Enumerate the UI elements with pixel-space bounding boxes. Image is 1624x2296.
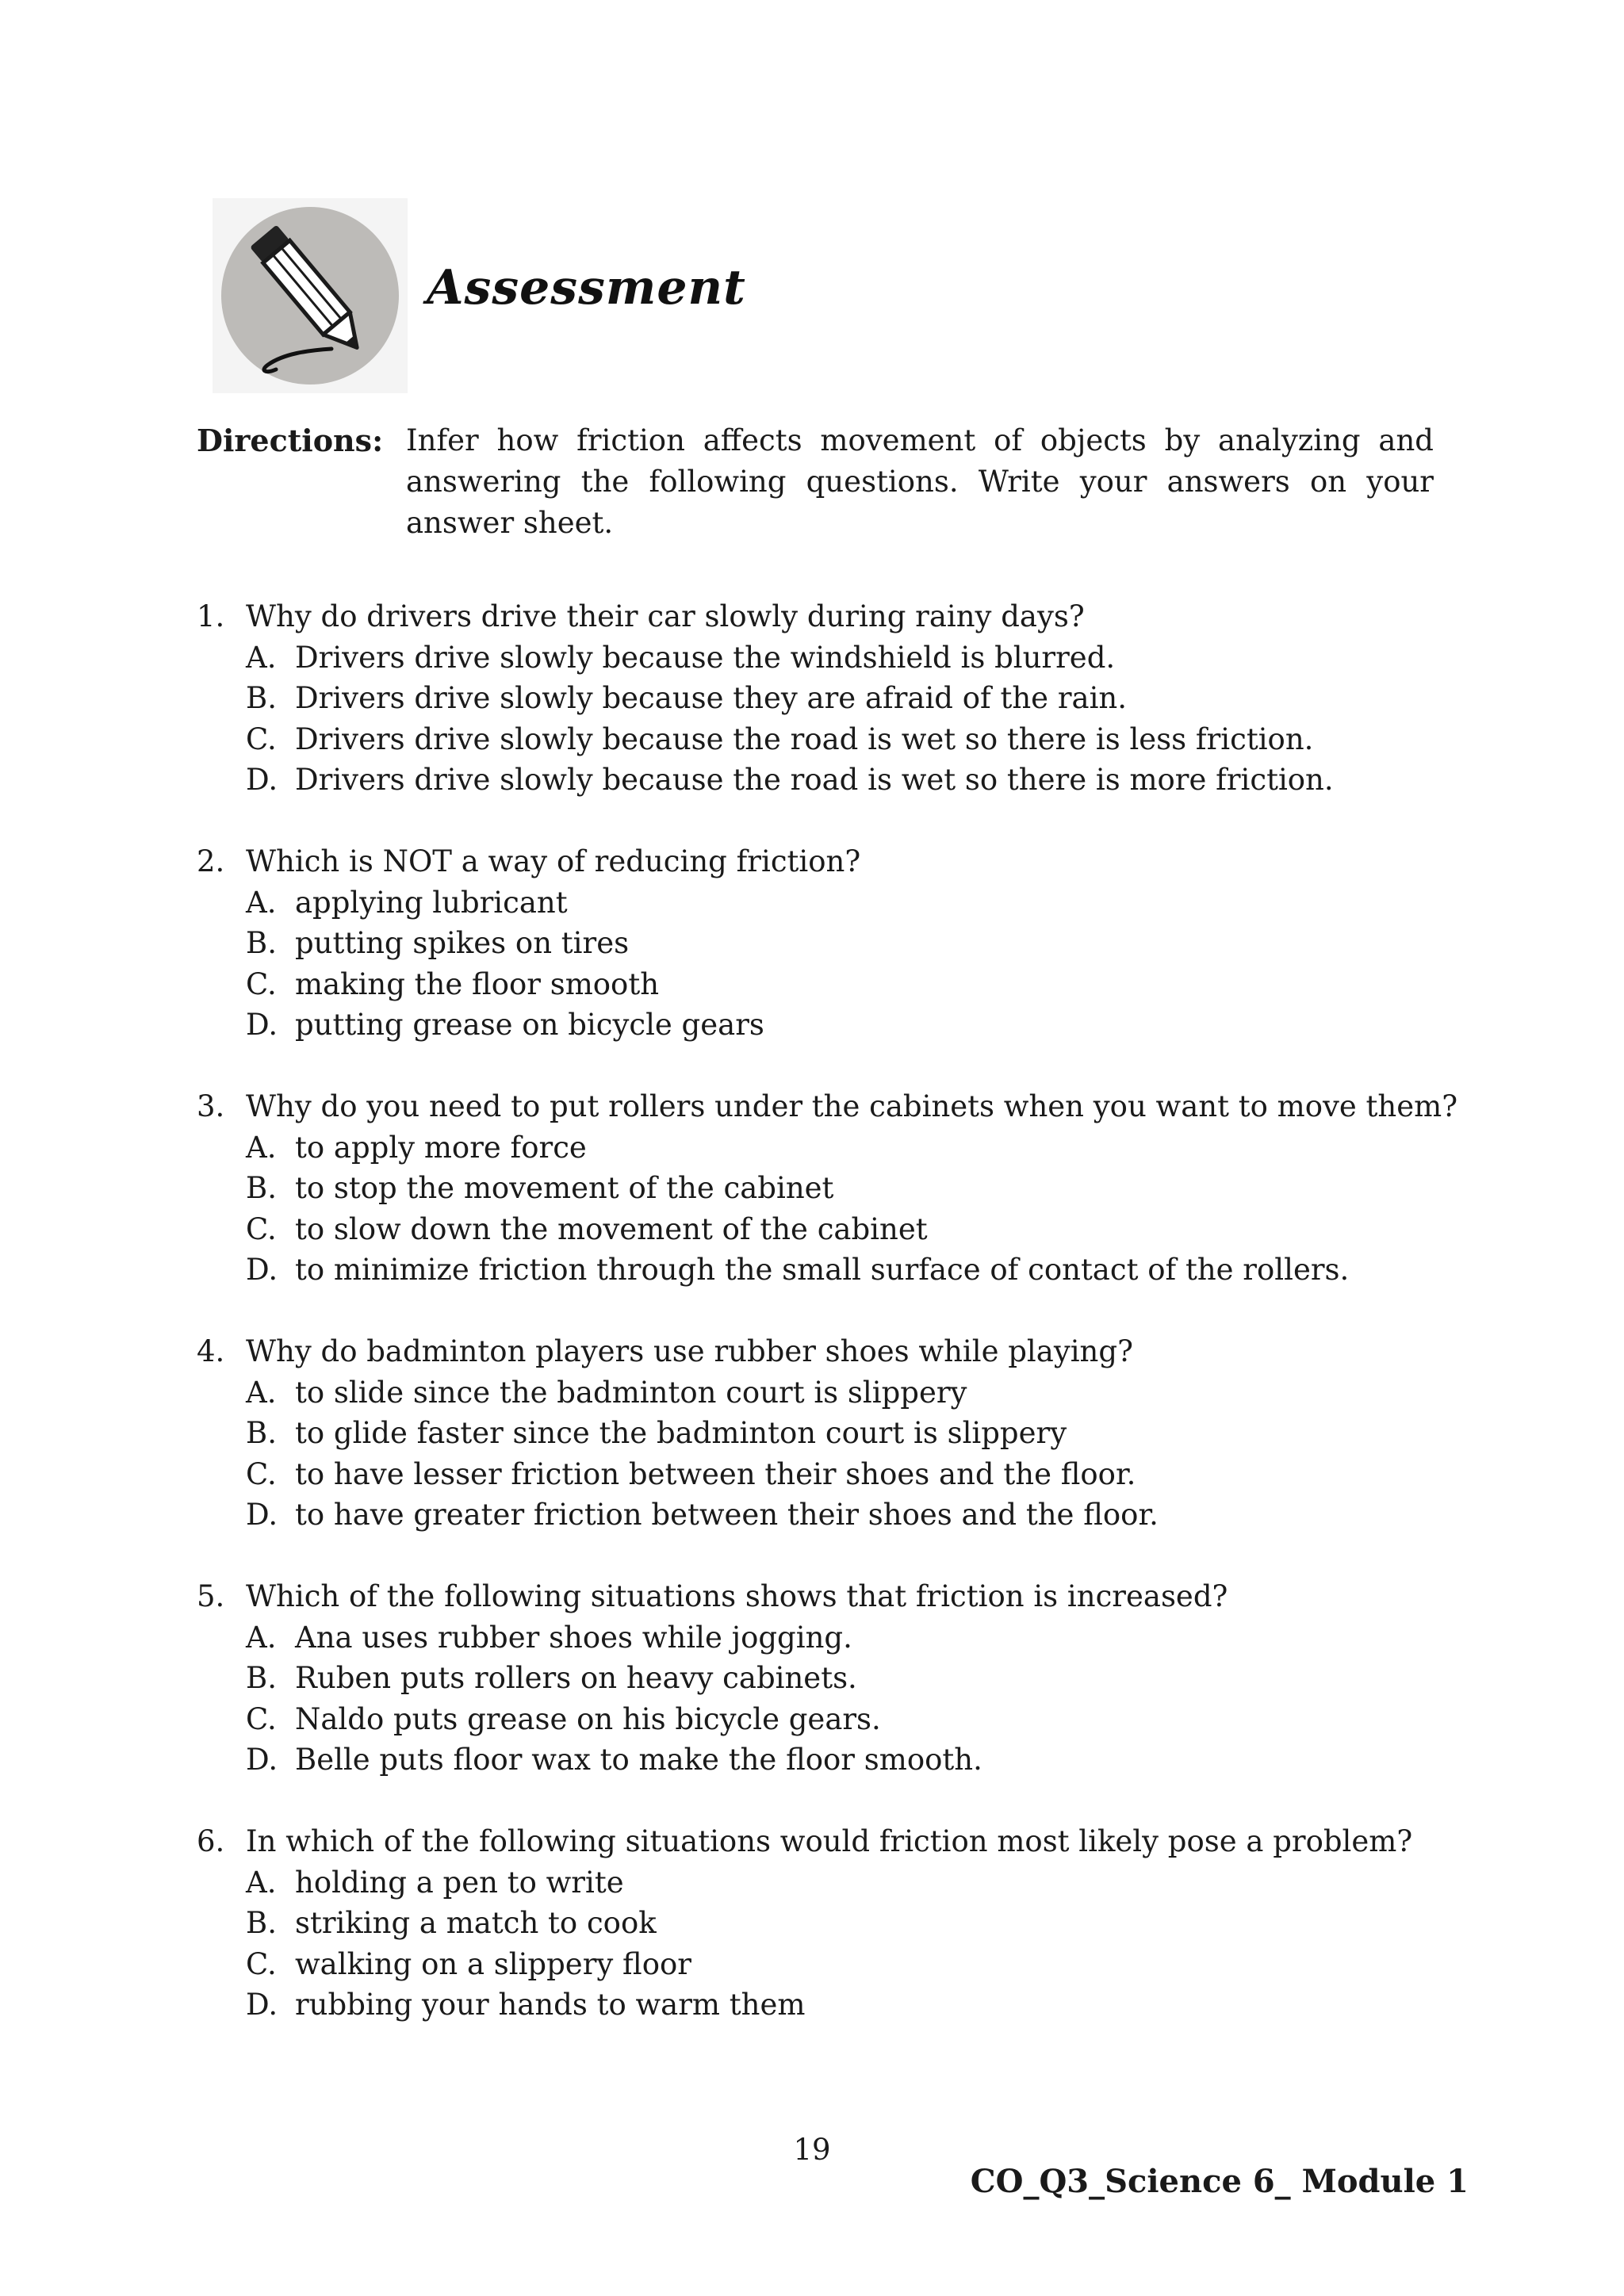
option-d (197, 1739, 1450, 1781)
option-d (197, 1249, 1450, 1291)
option-c (197, 964, 1450, 1005)
option-text: to minimize friction through the small surface of contact of the rollers. (295, 1253, 1350, 1287)
option-b (197, 1658, 1450, 1699)
option-text: putting grease on bicycle gears (295, 1008, 764, 1042)
option-d (197, 1494, 1450, 1536)
option-letter: B. (246, 926, 277, 960)
question-list (197, 596, 1458, 2066)
option-text: Belle puts floor wax to make the floor smooth. (295, 1743, 982, 1777)
option-letter: B. (246, 1661, 277, 1695)
option-text: putting spikes on tires (295, 926, 630, 960)
option-letter: B. (246, 1906, 277, 1940)
option-d (197, 760, 1450, 801)
option-letter: D. (246, 1498, 278, 1532)
option-b (197, 678, 1450, 719)
question-stem (197, 1331, 1450, 1372)
option-c (197, 1699, 1450, 1740)
option-text: Naldo puts grease on his bicycle gears. (295, 1701, 881, 1736)
question-stem (197, 1821, 1450, 1862)
option-letter: C. (246, 1456, 277, 1491)
option-text: to slide since the badminton court is slippery (295, 1375, 967, 1410)
option-text: to apply more force (295, 1130, 587, 1165)
option-letter: C. (246, 1701, 277, 1736)
directions-text: Infer how friction affects movement of objects by analyzing and answering the following questions. Write your answers on your answer sheet. (406, 423, 1434, 540)
option-letter: C. (246, 966, 277, 1001)
option-text: to have lesser friction between their shoes and the floor. (295, 1456, 1136, 1491)
question-3 (197, 1086, 1458, 1291)
option-a (197, 1127, 1450, 1169)
section-title: Assessment (427, 260, 746, 316)
question-text: Why do drivers drive their car slowly during rainy days? (246, 599, 1085, 633)
option-text: Drivers drive slowly because they are afraid of the rain. (295, 681, 1127, 715)
question-2 (197, 841, 1450, 1046)
option-a (197, 1862, 1450, 1904)
option-text: to stop the movement of the cabinet (295, 1171, 834, 1205)
question-6 (197, 1821, 1450, 2026)
option-b (197, 1413, 1450, 1454)
question-4 (197, 1331, 1450, 1536)
option-letter: D. (246, 1988, 278, 2022)
pencil-icon (213, 198, 408, 393)
option-text: walking on a slippery floor (295, 1946, 691, 1981)
option-text: Drivers drive slowly because the windshield is blurred. (295, 640, 1116, 675)
question-number: 6. (197, 1824, 225, 1858)
option-letter: C. (246, 1946, 277, 1981)
option-a (197, 1617, 1450, 1659)
option-letter: D. (246, 1008, 278, 1042)
question-stem (197, 596, 1450, 637)
option-text: rubbing your hands to warm them (295, 1988, 806, 2022)
option-letter: D. (246, 763, 278, 797)
page-number: 19 (793, 2133, 831, 2167)
option-a (197, 882, 1450, 924)
question-number: 5. (197, 1579, 225, 1613)
module-code: CO_Q3_Science 6_ Module 1 (970, 2163, 1469, 2200)
option-a (197, 637, 1450, 679)
option-letter: A. (246, 1865, 277, 1900)
question-number: 2. (197, 844, 225, 878)
option-letter: A. (246, 1620, 277, 1655)
option-text: Ruben puts rollers on heavy cabinets. (295, 1661, 857, 1695)
option-letter: C. (246, 721, 277, 756)
option-letter: C. (246, 1211, 277, 1246)
question-number: 4. (197, 1334, 225, 1368)
question-number: 3. (197, 1089, 225, 1123)
option-letter: B. (246, 681, 277, 715)
question-5 (197, 1576, 1450, 1781)
option-letter: A. (246, 640, 277, 675)
option-letter: B. (246, 1171, 277, 1205)
question-stem (197, 1086, 1458, 1127)
option-text: Ana uses rubber shoes while jogging. (295, 1620, 852, 1655)
question-text: Which of the following situations shows that friction is increased? (246, 1579, 1228, 1613)
option-c (197, 1209, 1450, 1250)
option-letter: D. (246, 1743, 278, 1777)
option-letter: B. (246, 1416, 277, 1450)
question-stem (197, 1576, 1450, 1617)
option-letter: D. (246, 1253, 278, 1287)
option-letter: A. (246, 1130, 277, 1165)
option-text: holding a pen to write (295, 1865, 624, 1900)
option-text: making the floor smooth (295, 966, 660, 1001)
question-text: Why do you need to put rollers under the cabinets when you want to move them? (246, 1089, 1458, 1123)
option-text: to glide faster since the badminton court is slippery (295, 1416, 1067, 1450)
option-a (197, 1372, 1450, 1414)
option-text: applying lubricant (295, 885, 568, 920)
option-text: to have greater friction between their shoes and the floor. (295, 1498, 1159, 1532)
directions-label: Directions: (197, 423, 384, 458)
question-text: Why do badminton players use rubber shoes while playing? (246, 1334, 1133, 1368)
question-text: In which of the following situations would friction most likely pose a problem? (246, 1824, 1413, 1858)
option-b (197, 923, 1450, 964)
option-text: Drivers drive slowly because the road is wet so there is more friction. (295, 763, 1334, 797)
option-letter: A. (246, 1375, 277, 1410)
option-b (197, 1168, 1450, 1209)
option-text: striking a match to cook (295, 1906, 657, 1940)
option-d (197, 1984, 1450, 2026)
option-b (197, 1903, 1450, 1944)
option-letter: A. (246, 885, 277, 920)
option-text: to slow down the movement of the cabinet (295, 1211, 928, 1246)
question-number: 1. (197, 599, 225, 633)
option-c (197, 719, 1450, 760)
option-c (197, 1944, 1450, 1985)
question-stem (197, 841, 1450, 882)
question-1 (197, 596, 1450, 801)
option-text: Drivers drive slowly because the road is wet so there is less friction. (295, 721, 1314, 756)
option-c (197, 1454, 1450, 1495)
option-d (197, 1004, 1450, 1046)
question-text: Which is NOT a way of reducing friction? (246, 844, 861, 878)
